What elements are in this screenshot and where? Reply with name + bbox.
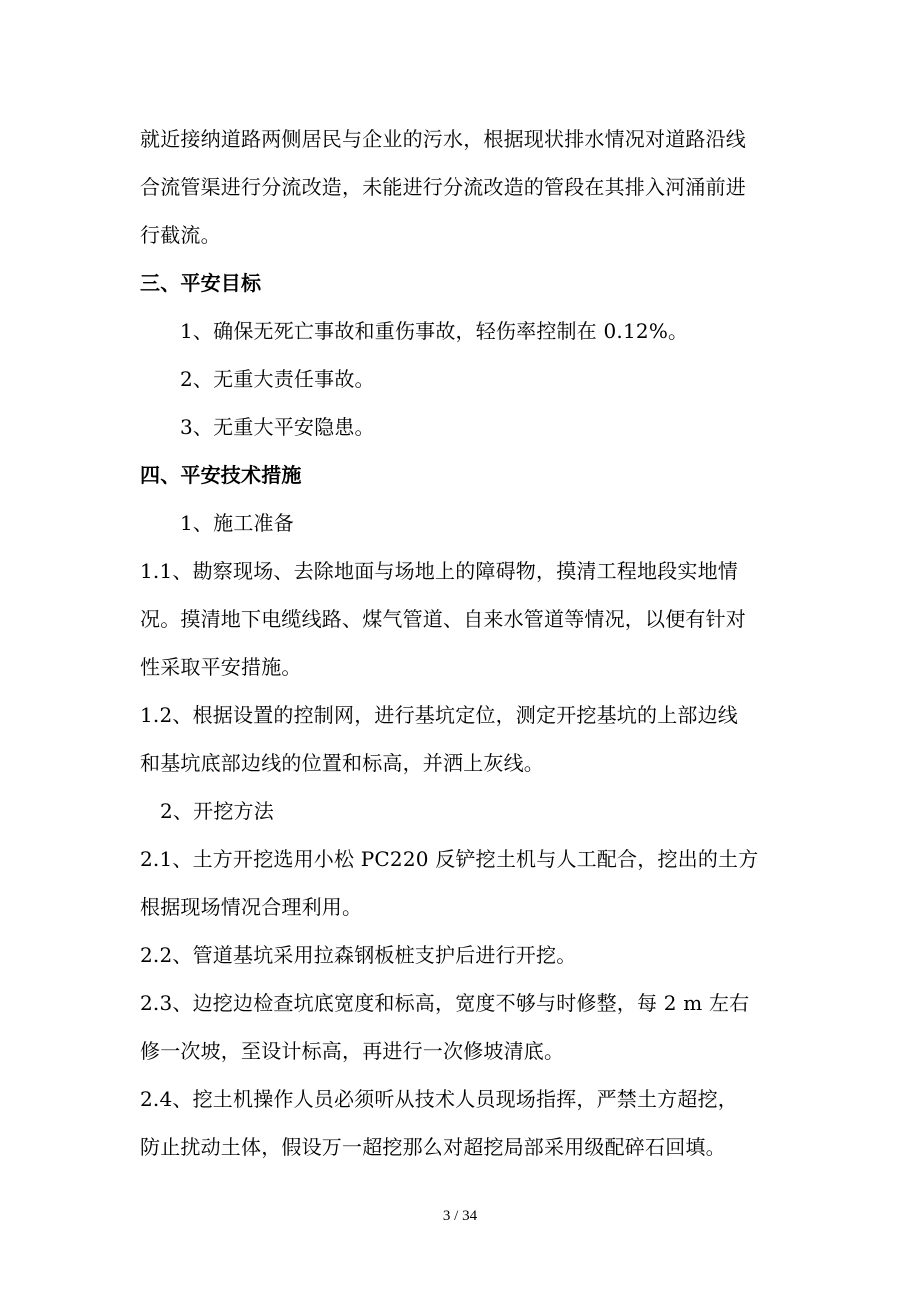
subsection-heading-2: 2、开挖方法 bbox=[160, 799, 274, 823]
subsection-heading-1: 1、施工准备 bbox=[180, 511, 294, 535]
paragraph-1-1-line: 况。摸清地下电缆线路、煤气管道、自来水管道等情况，以便有针对 bbox=[140, 607, 746, 631]
goal-item-3: 3、无重大平安隐患。 bbox=[180, 415, 375, 439]
paragraph-2-1-line: 根据现场情况合理利用。 bbox=[140, 895, 363, 919]
body-line: 合流管渠进行分流改造，未能进行分流改造的管段在其排入河涌前进 bbox=[140, 175, 746, 199]
paragraph-1-2-line: 和基坑底部边线的位置和标高，并洒上灰线。 bbox=[140, 751, 544, 775]
body-line: 就近接纳道路两侧居民与企业的污水，根据现状排水情况对道路沿线 bbox=[140, 127, 746, 151]
paragraph-2-4-line: 2.4、挖土机操作人员必须听从技术人员现场指挥，严禁土方超挖， bbox=[140, 1087, 739, 1111]
section-heading-4: 四、平安技术措施 bbox=[140, 463, 302, 487]
paragraph-2-1-line: 2.1、土方开挖选用小松 PC220 反铲挖土机与人工配合，挖出的土方 bbox=[140, 847, 759, 871]
paragraph-2-3-line: 修一次坡，至设计标高，再进行一次修坡清底。 bbox=[140, 1039, 565, 1063]
paragraph-1-1-line: 性采取平安措施。 bbox=[140, 655, 302, 679]
paragraph-2-4-line: 防止扰动土体，假设万一超挖那么对超挖局部采用级配碎石回填。 bbox=[140, 1135, 726, 1159]
goal-item-2: 2、无重大责任事故。 bbox=[180, 367, 375, 391]
goal-item-1: 1、确保无死亡事故和重伤事故，轻伤率控制在 0.12%。 bbox=[180, 319, 689, 343]
paragraph-2-2-line: 2.2、管道基坑采用拉森钢板桩支护后进行开挖。 bbox=[140, 943, 577, 967]
page-number: 3 / 34 bbox=[442, 1208, 478, 1224]
paragraph-1-2-line: 1.2、根据设置的控制网，进行基坑定位，测定开挖基坑的上部边线 bbox=[140, 703, 739, 727]
paragraph-2-3-line: 2.3、边挖边检查坑底宽度和标高，宽度不够与时修整，每 2 m 左右 bbox=[140, 991, 750, 1015]
body-line: 行截流。 bbox=[140, 223, 221, 247]
paragraph-1-1-line: 1.1、勘察现场、去除地面与场地上的障碍物，摸清工程地段实地情 bbox=[140, 559, 739, 583]
section-heading-3: 三、平安目标 bbox=[140, 271, 262, 295]
